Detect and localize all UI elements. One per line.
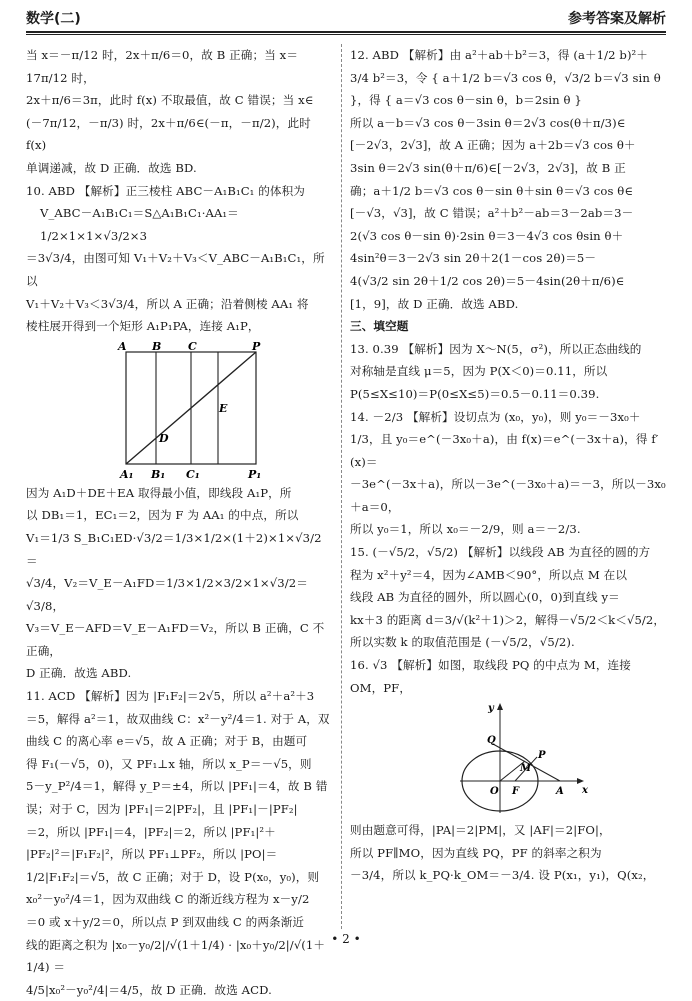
label-e: E xyxy=(219,401,228,415)
label-o: O xyxy=(490,786,499,798)
text-line: 得 F₁(－√5，0)，又 PF₁⊥x 轴，所以 x_P＝－√5，则 xyxy=(26,756,312,771)
label-c: C xyxy=(188,339,197,353)
left-column xyxy=(26,44,332,1001)
text-line: 2x＋π/6＝3π，此时 f(x) 不取最值，故 C 错误；当 x∈ xyxy=(26,93,314,108)
text-line: 2(√3 cos θ－sin θ)·2sin θ＝3－4√3 cos θsin θ＋ xyxy=(350,228,624,243)
text-line: 误；对于 C，因为 |PF₁|＝2|PF₂|，且 |PF₁|－|PF₂| xyxy=(26,802,298,817)
text-line: 所以 a－b＝√3 cos θ－3sin θ＝2√3 cos(θ＋π/3)∈ xyxy=(350,115,626,130)
text-line: 以 DB₁＝1，EC₁＝2，因为 F 为 AA₁ 的中点，所以 xyxy=(26,508,299,523)
answer-13: 13. 0.39 【解析】因为 X～N(5，σ²)，所以正态曲线的 xyxy=(350,341,642,356)
text-line: [－√3，√3]，故 C 错误；a²＋b²－ab＝3－2ab＝3－ xyxy=(350,206,634,221)
answer-15: 15. (－√5/2，√5/2) 【解析】以线段 AB 为直径的圆的方 xyxy=(350,545,651,560)
text-line: 所以实数 k 的取值范围是 (－√5/2，√5/2). xyxy=(350,635,575,650)
text-line: －3e^(－3x＋a)，所以－3e^(－3x₀＋a)＝－3，所以－3x₀＋a＝0， xyxy=(350,477,666,514)
label-a1: A₁ xyxy=(120,467,134,481)
text-line: (－7π/12，－π/3) 时，2x＋π/6∈(－π，－π/2)，此时 f(x) xyxy=(26,115,311,153)
text-line: 线的距离之积为 |x₀－y₀/2|/√(1＋1/4) · |x₀＋y₀/2|/√(1＋1/4) ＝ xyxy=(26,937,326,975)
header-rule xyxy=(26,31,666,33)
text-line: 3/4 b²＝3，令 { a＋1/2 b＝√3 cos θ，√3/2 b＝√3 sin θ }，得 { a＝√3 cos θ－sin θ，b＝2sin θ } xyxy=(350,70,661,108)
label-m: M xyxy=(520,763,532,775)
text-line: 因为 A₁D＋DE＋EA 取得最小值，即线段 A₁P，所 xyxy=(26,485,292,500)
label-b: B xyxy=(152,339,162,353)
text-line: 5－y_P²/4＝1，解得 y_P＝±4，所以 |PF₁|＝4，故 B 错 xyxy=(26,779,328,794)
text-line: x₀²－y₀²/4＝1，因为双曲线 C 的渐近线方程为 x－y/2 xyxy=(26,892,310,907)
text-line: 4/5|x₀²－y₀²/4|＝4/5，故 D 正确．故选 ACD. xyxy=(26,982,272,997)
label-p: P xyxy=(538,750,546,762)
text-line: ＝5，解得 a²＝1，故双曲线 C：x²－y²/4＝1. 对于 A，双 xyxy=(26,711,330,726)
text-line: 当 x＝－π/12 时，2x＋π/6＝0，故 B 正确；当 x＝17π/12 时， xyxy=(26,48,299,85)
text-line: 4sin²θ＝3－2√3 sin 2θ＋2(1－cos 2θ)＝5－ xyxy=(350,251,597,266)
page-number: • 2 • xyxy=(331,932,361,946)
answer-14: 14. －2/3 【解析】设切点为 (x₀，y₀)，则 y₀＝－3x₀＋ xyxy=(350,409,641,424)
answer-11: 11. ACD 【解析】因为 |F₁F₂|＝2√5，所以 a²＋a²＋3 xyxy=(26,689,315,704)
answer-10: 10. ABD 【解析】正三棱柱 ABC－A₁B₁C₁ 的体积为 xyxy=(26,183,305,198)
text-line: OM，PF， xyxy=(350,680,412,695)
text-line: kx＋3 的距离 d＝3/√(k²＋1)＞2，解得－√5/2＜k＜√5/2， xyxy=(350,612,666,627)
prism-unfold-figure xyxy=(26,340,332,482)
answer-12: 12. ABD 【解析】由 a²＋ab＋b²＝3，得 (a＋1/2 b)²＋ xyxy=(350,48,649,62)
text-line: [1，9]，故 D 正确．故选 ABD. xyxy=(350,296,519,311)
text-line: V_ABC－A₁B₁C₁＝S△A₁B₁C₁·AA₁＝1/2×1×1×√3/2×3 xyxy=(40,206,239,243)
label-x-axis: x xyxy=(582,785,589,797)
text-line: ＝3√3/4，由图可知 V₁＋V₂＋V₃＜V_ABC－A₁B₁C₁，所以 xyxy=(26,251,325,288)
text-line: 3sin θ＝2√3 sin(θ＋π/6)∈[－2√3，2√3]，故 B 正 xyxy=(350,160,626,175)
label-f: F xyxy=(512,786,520,798)
label-q: Q xyxy=(487,735,496,747)
text-line: 确；a＋1/2 b＝√3 cos θ－sin θ＋sin θ＝√3 cos θ∈ xyxy=(350,183,634,198)
right-column xyxy=(350,44,668,887)
text-line: 所以 PF∥MO，因为直线 PQ，PF 的斜率之积为 xyxy=(350,845,602,860)
text-line: 曲线 C 的离心率 e＝√5，故 A 正确；对于 B，由题可 xyxy=(26,734,308,749)
text-line: 所以 y₀＝1，所以 x₀＝－2/9，则 a＝－2/3. xyxy=(350,522,581,537)
text-line: P(5≤X≤10)＝P(0≤X≤5)＝0.5－0.11＝0.39. xyxy=(350,386,600,401)
text-line: ＝2，所以 |PF₁|＝4，|PF₂|＝2，所以 |PF₁|²＋ xyxy=(26,824,276,839)
page-header xyxy=(26,8,666,30)
text-line: 对称轴是直线 μ＝5，因为 P(X＜0)＝0.11，所以 xyxy=(350,364,608,379)
answer-16: 16. √3 【解析】如图，取线段 PQ 的中点为 M，连接 xyxy=(350,658,631,673)
text-line: 1/2|F₁F₂|＝√5，故 C 正确；对于 D，设 P(x₀，y₀)，则 xyxy=(26,869,320,884)
label-p: P xyxy=(252,339,261,353)
column-divider xyxy=(341,44,342,929)
header-title: 参考答案及解析 xyxy=(568,11,666,27)
text-line: 则由题意可得，|PA|＝2|PM|，又 |AF|＝2|FO|， xyxy=(350,823,611,838)
text-line: |PF₂|²＝|F₁F₂|²，所以 PF₁⊥PF₂，所以 |PO|＝ xyxy=(26,847,278,862)
text-line: √3/4，V₂＝V_E－A₁FD＝1/3×1/2×3/2×1×√3/2＝√3/8， xyxy=(26,576,308,613)
text-line: [－2√3，2√3]，故 A 正确；因为 a＋2b＝√3 cos θ＋ xyxy=(350,138,636,153)
text-line: 单调递减，故 D 正确．故选 BD. xyxy=(26,160,197,175)
label-y-axis: y xyxy=(488,703,494,715)
header-rule-thin xyxy=(26,34,666,35)
text-line: 4(√3/2 sin 2θ＋1/2 cos 2θ)＝5－4sin(2θ＋π/6)∈ xyxy=(350,273,625,288)
ellipse-figure xyxy=(350,701,668,819)
label-a: A xyxy=(556,786,564,798)
text-line: V₁＝1/3 S_B₁C₁ED·√3/2＝1/3×1/2×(1＋2)×1×√3/2＝ xyxy=(26,530,322,568)
text-line: －3/4，所以 k_PQ·k_OM＝－3/4. 设 P(x₁，y₁)，Q(x₂， xyxy=(350,868,655,883)
text-line: ＝0 或 x＋y/2＝0，所以点 P 到双曲线 C 的两条渐近 xyxy=(26,915,305,929)
text-line: 线段 AB 为直径的圆外，所以圆心(0，0)到直线 y＝ xyxy=(350,590,620,605)
label-a: A xyxy=(118,339,127,353)
section-heading: 三、填空题 xyxy=(350,319,409,334)
text-line: 1/3，且 y₀＝e^(－3x₀＋a)，由 f(x)＝e^(－3x＋a)，得 f′(x)＝ xyxy=(350,432,659,469)
label-c1: C₁ xyxy=(186,467,200,481)
text-line: 程为 x²＋y²＝4，因为∠AMB＜90°，所以点 M 在以 xyxy=(350,567,628,582)
text-line: V₃＝V_E－AFD＝V_E－A₁FD＝V₂，所以 B 正确，C 不正确， xyxy=(26,621,325,658)
header-subject: 数学(二) xyxy=(26,11,81,27)
text-line: V₁＋V₂＋V₃＜3√3/4，所以 A 正确；沿着侧棱 AA₁ 将 xyxy=(26,296,309,311)
text-line: 棱柱展开得到一个矩形 A₁P₁PA，连接 A₁P， xyxy=(26,319,260,334)
label-b1: B₁ xyxy=(151,467,166,481)
label-d: D xyxy=(159,431,169,445)
label-p1: P₁ xyxy=(248,467,262,481)
text-line: D 正确．故选 ABD. xyxy=(26,666,132,681)
